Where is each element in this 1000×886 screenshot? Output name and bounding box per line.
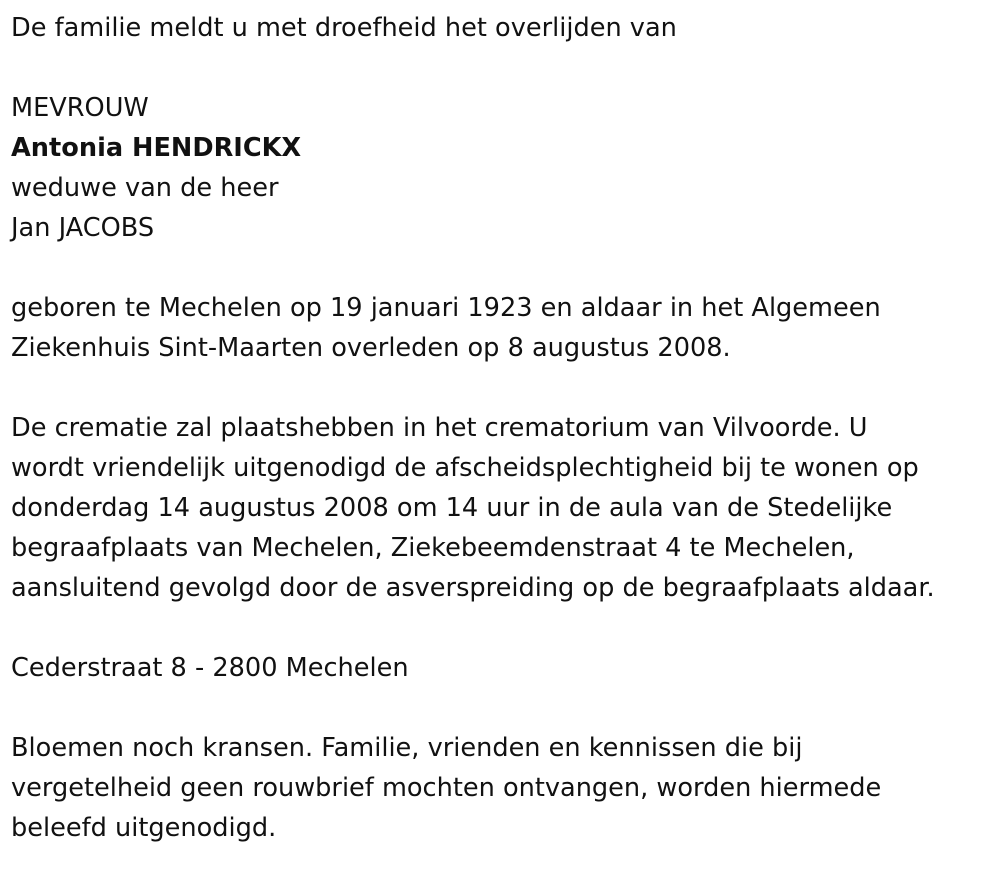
- family-address: Cederstraat 8 - 2800 Mechelen: [11, 653, 409, 683]
- birth-death-line: geboren te Mechelen op 19 januari 1923 en aldaar in het Algemeen: [11, 293, 881, 323]
- honorific: MEVROUW: [11, 93, 149, 123]
- closing-line: Bloemen noch kransen. Familie, vrienden en kennissen die bij: [11, 733, 803, 763]
- closing-line: vergetelheid geen rouwbrief mochten ontvangen, worden hiermede: [11, 773, 882, 803]
- spacer: [11, 368, 1000, 408]
- ceremony-line: donderdag 14 augustus 2008 om 14 uur in de aula van de Stedelijke: [11, 493, 893, 523]
- widow-of-text: weduwe van de heer: [11, 173, 279, 203]
- spouse-name: Jan JACOBS: [11, 213, 155, 243]
- birth-death-line: Ziekenhuis Sint-Maarten overleden op 8 augustus 2008.: [11, 333, 731, 363]
- ceremony-line: begraafplaats van Mechelen, Ziekebeemdenstraat 4 te Mechelen,: [11, 533, 855, 563]
- ceremony-line: wordt vriendelijk uitgenodigd de afscheidsplechtigheid bij te wonen op: [11, 453, 919, 483]
- ceremony-line: aansluitend gevolgd door de asverspreiding op de begraafplaats aldaar.: [11, 573, 935, 603]
- deceased-name: Antonia HENDRICKX: [11, 133, 302, 163]
- spacer: [11, 608, 1000, 648]
- spacer: [11, 688, 1000, 728]
- intro-text: De familie meldt u met droefheid het overlijden van: [11, 13, 677, 43]
- spacer: [11, 248, 1000, 288]
- spacer: [11, 48, 1000, 88]
- ceremony-line: De crematie zal plaatshebben in het crematorium van Vilvoorde. U: [11, 413, 868, 443]
- closing-line: beleefd uitgenodigd.: [11, 813, 277, 843]
